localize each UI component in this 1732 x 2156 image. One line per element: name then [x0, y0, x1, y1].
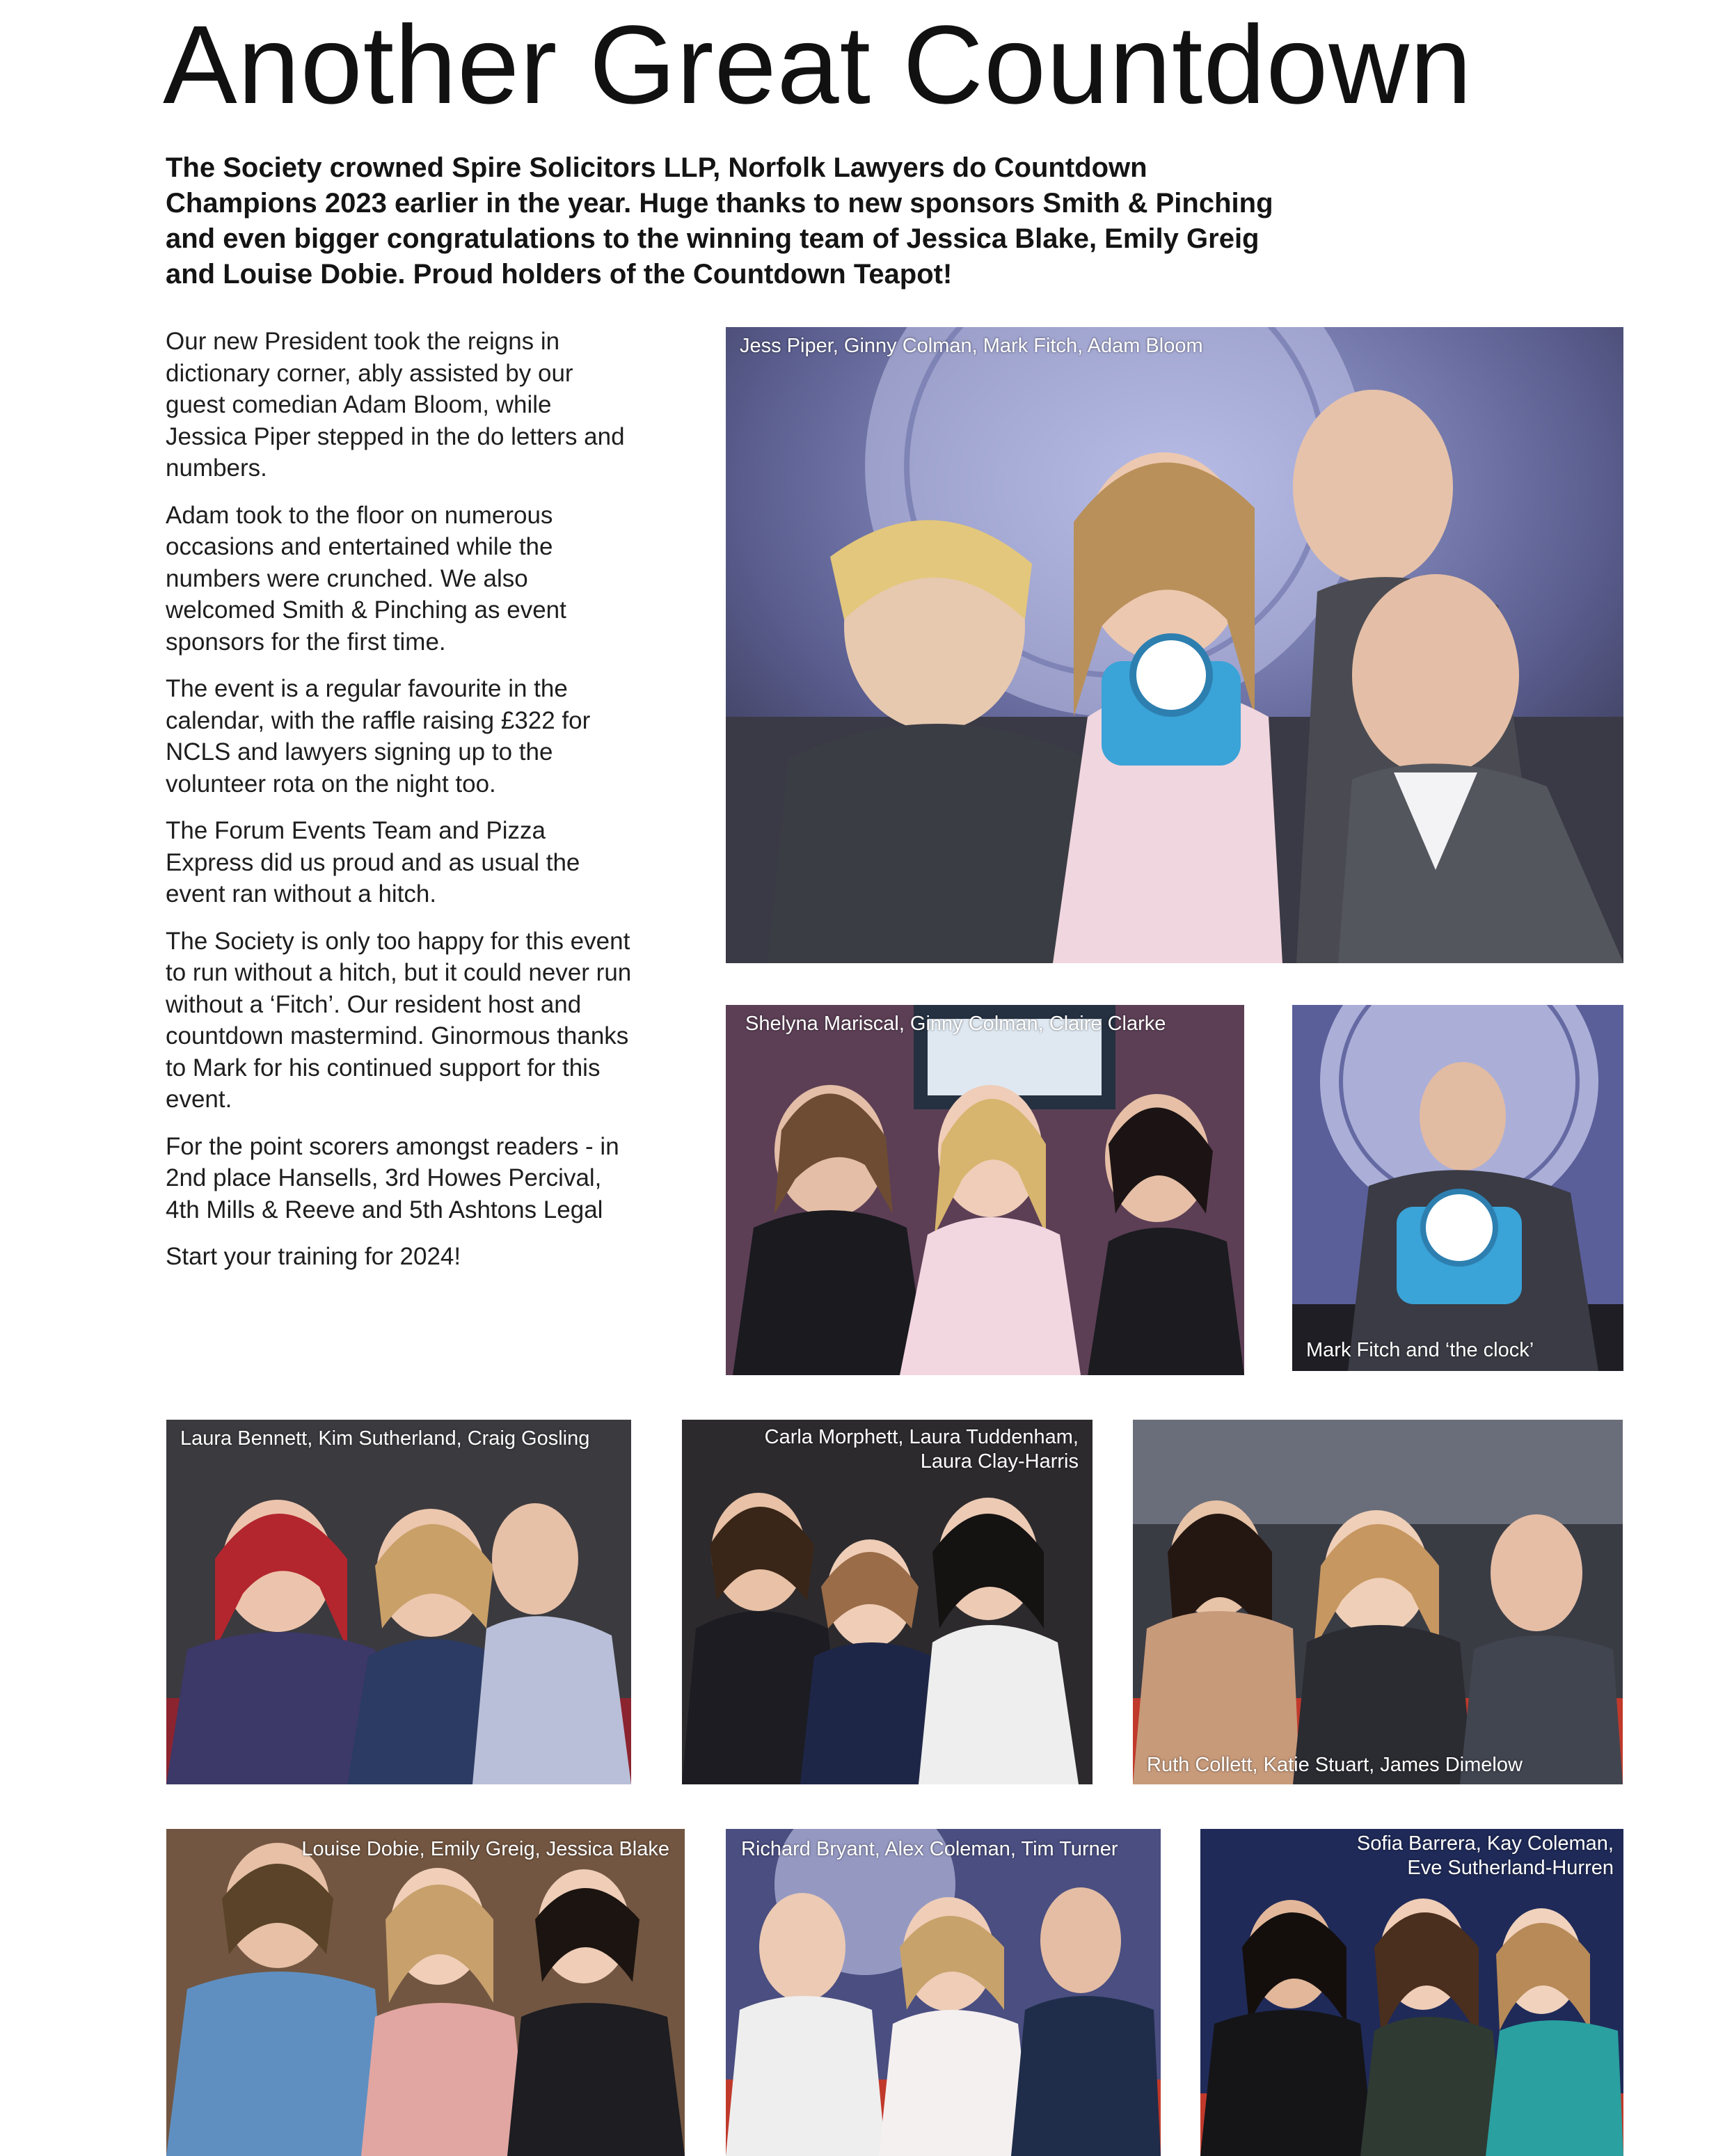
- photo-caption: Jess Piper, Ginny Colman, Mark Fitch, Adam Bloom: [740, 335, 1203, 357]
- photo-louise-emily-jessica: [166, 1829, 685, 2156]
- photo-caption: Carla Morphett, Laura Tuddenham, Laura Clay-Harris: [764, 1426, 1079, 1473]
- photo-illustration: [726, 1005, 1244, 1375]
- photo-laura-kim-craig: [166, 1420, 631, 1784]
- photo-mark-fitch-clock: [1292, 1005, 1623, 1371]
- photo-illustration: [682, 1420, 1093, 1784]
- photo-caption: Laura Bennett, Kim Sutherland, Craig Gosling: [180, 1427, 590, 1450]
- body-paragraph: The event is a regular favourite in the calendar, with the raffle raising £322 for NCLS and lawyers signing up to the volunteer rota on the night too.: [166, 675, 591, 798]
- page-title: Another Great Countdown: [163, 2, 1472, 127]
- photo-caption: Shelyna Mariscal, Ginny Colman, Claire Clarke: [745, 1013, 1166, 1035]
- body-paragraph: Adam took to the floor on numerous occasions and entertained while the numbers were crunched. We also welcomed Smith & Pinching as event sponsors for the first time.: [166, 501, 566, 656]
- body-paragraph: Our new President took the reigns in dictionary corner, ably assisted by our guest comedian Adam Bloom, while Jessica Piper stepped in the do letters and numbers.: [166, 328, 625, 482]
- photo-carla-laura-laura: [682, 1420, 1093, 1784]
- body-paragraph: The Forum Events Team and Pizza Express did us proud and as usual the event ran without a hitch.: [166, 817, 580, 907]
- photo-richard-alex-tim: [726, 1829, 1161, 2156]
- photo-caption: Louise Dobie, Emily Greig, Jessica Blake: [301, 1838, 669, 1860]
- photo-dictionary-corner: [726, 327, 1623, 963]
- photo-illustration: [726, 327, 1623, 963]
- lead-paragraph: The Society crowned Spire Solicitors LLP, Norfolk Lawyers do Countdown Champions 2023 earlier in the year. Huge thanks to new sponsors Smith & Pinching and even bigger congratulations to the winning team of Jessica Blake, Emily Greig and Louise Dobie. Proud holders of the Countdown Teapot!: [166, 152, 1273, 290]
- photo-caption: Mark Fitch and ‘the clock’: [1306, 1339, 1534, 1361]
- photo-illustration: [1133, 1420, 1623, 1784]
- photo-illustration: [166, 1829, 685, 2156]
- photo-illustration: [1292, 1005, 1623, 1371]
- body-paragraph: For the point scorers amongst readers - in 2nd place Hansells, 3rd Howes Percival, 4th Mills & Reeve and 5th Ashtons Legal: [166, 1132, 619, 1223]
- photo-illustration: [166, 1420, 631, 1784]
- photo-shelyna-ginny-claire: [726, 1005, 1244, 1375]
- photo-caption: Sofia Barrera, Kay Coleman, Eve Sutherland-Hurren: [1356, 1832, 1614, 1879]
- body-paragraph: Start your training for 2024!: [166, 1243, 461, 1270]
- body-paragraph: The Society is only too happy for this event to run without a hitch, but it could never run without a ‘Fitch’. Our resident host and countdown mastermind. Ginormous thanks to Mark for his continued support for this event.: [166, 927, 632, 1113]
- photo-ruth-katie-james: [1133, 1420, 1623, 1784]
- photo-caption: Richard Bryant, Alex Coleman, Tim Turner: [741, 1838, 1118, 1860]
- photo-sofia-kay-eve: [1200, 1829, 1623, 2156]
- article-body: [166, 326, 639, 1288]
- photo-illustration: [726, 1829, 1161, 2156]
- photo-caption: Ruth Collett, Katie Stuart, James Dimelow: [1147, 1754, 1523, 1776]
